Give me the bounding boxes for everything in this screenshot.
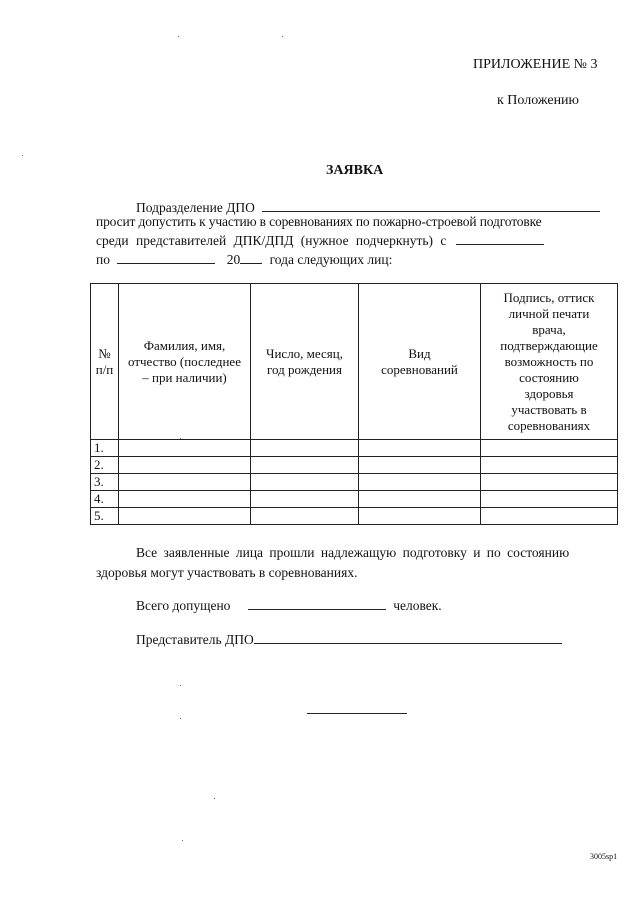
date-to-field[interactable]	[117, 251, 215, 264]
intro-line-3	[96, 232, 544, 249]
persons-tail: года следующих лиц:	[269, 252, 393, 267]
statement-line-1: Все заявленные лица прошли надлежащую подготовку и по состоянию	[136, 545, 570, 560]
subdivision-label: Подразделение ДПО	[136, 200, 255, 215]
cell-competition-type[interactable]	[359, 508, 481, 525]
appendix-label: ПРИЛОЖЕНИЕ № 3	[473, 57, 598, 72]
cell-full-name[interactable]	[119, 508, 251, 525]
cell-full-name[interactable]	[119, 491, 251, 508]
cell-signature[interactable]	[481, 491, 618, 508]
intro-line-4	[96, 251, 392, 268]
scan-speck	[182, 840, 183, 841]
header-doctor-signature: Подпись, оттиск личной печати врача, подтверждающие возможность по состоянию здоровья участвовать в соревнованиях	[481, 284, 618, 440]
cell-birth-date[interactable]	[251, 491, 359, 508]
cell-competition-type[interactable]	[359, 440, 481, 457]
footer-code: 3005sp1	[590, 852, 618, 861]
scan-speck	[180, 685, 181, 686]
scan-speck	[282, 36, 283, 37]
po-label: по	[96, 252, 110, 267]
admitted-line	[136, 597, 442, 614]
year-prefix: 20	[226, 252, 241, 267]
scan-speck	[22, 155, 23, 156]
row-number: 4.	[91, 491, 119, 508]
cell-signature[interactable]	[481, 508, 618, 525]
table-row	[91, 491, 618, 508]
closing-divider	[307, 713, 407, 714]
cell-birth-date[interactable]	[251, 457, 359, 474]
cell-full-name[interactable]	[119, 440, 251, 457]
intro-line-3-text: среди представителей ДПК/ДПД (нужное подчеркнуть) с	[96, 233, 447, 248]
table-row	[91, 440, 618, 457]
cell-competition-type[interactable]	[359, 491, 481, 508]
row-number: 3.	[91, 474, 119, 491]
row-number: 2.	[91, 457, 119, 474]
scan-speck	[178, 36, 179, 37]
table-row	[91, 508, 618, 525]
statement-line-2: здоровья могут участвовать в соревнованиях.	[96, 565, 358, 580]
representative-label: Представитель ДПО	[136, 632, 254, 647]
admitted-suffix: человек.	[393, 598, 442, 613]
cell-competition-type[interactable]	[359, 474, 481, 491]
cell-signature[interactable]	[481, 457, 618, 474]
participants-table	[90, 283, 618, 525]
table-row	[91, 457, 618, 474]
admitted-label: Всего допущено	[136, 598, 231, 613]
cell-signature[interactable]	[481, 474, 618, 491]
scan-speck	[214, 798, 215, 799]
table-row	[91, 474, 618, 491]
regulation-label: к Положению	[497, 93, 580, 108]
cell-full-name[interactable]	[119, 474, 251, 491]
header-competition-type: Вид соревнований	[359, 284, 481, 440]
cell-competition-type[interactable]	[359, 457, 481, 474]
representative-line	[136, 631, 562, 648]
header-number: № п/п	[91, 284, 119, 440]
intro-line-2: просит допустить к участию в соревнованиях по пожарно-строевой подготовке	[96, 214, 542, 229]
cell-birth-date[interactable]	[251, 440, 359, 457]
scan-speck	[180, 718, 181, 719]
row-number: 5.	[91, 508, 119, 525]
year-field[interactable]	[240, 251, 262, 264]
subdivision-field[interactable]	[262, 199, 600, 212]
scan-speck	[180, 438, 181, 439]
cell-full-name[interactable]	[119, 457, 251, 474]
row-number: 1.	[91, 440, 119, 457]
header-birth-date: Число, месяц, год рождения	[251, 284, 359, 440]
representative-field[interactable]	[254, 631, 562, 644]
date-from-field[interactable]	[456, 232, 544, 245]
document-title: ЗАЯВКА	[326, 163, 384, 178]
cell-birth-date[interactable]	[251, 508, 359, 525]
admitted-count-field[interactable]	[248, 597, 386, 610]
cell-birth-date[interactable]	[251, 474, 359, 491]
header-full-name: Фамилия, имя, отчество (последнее – при наличии)	[119, 284, 251, 440]
cell-signature[interactable]	[481, 440, 618, 457]
